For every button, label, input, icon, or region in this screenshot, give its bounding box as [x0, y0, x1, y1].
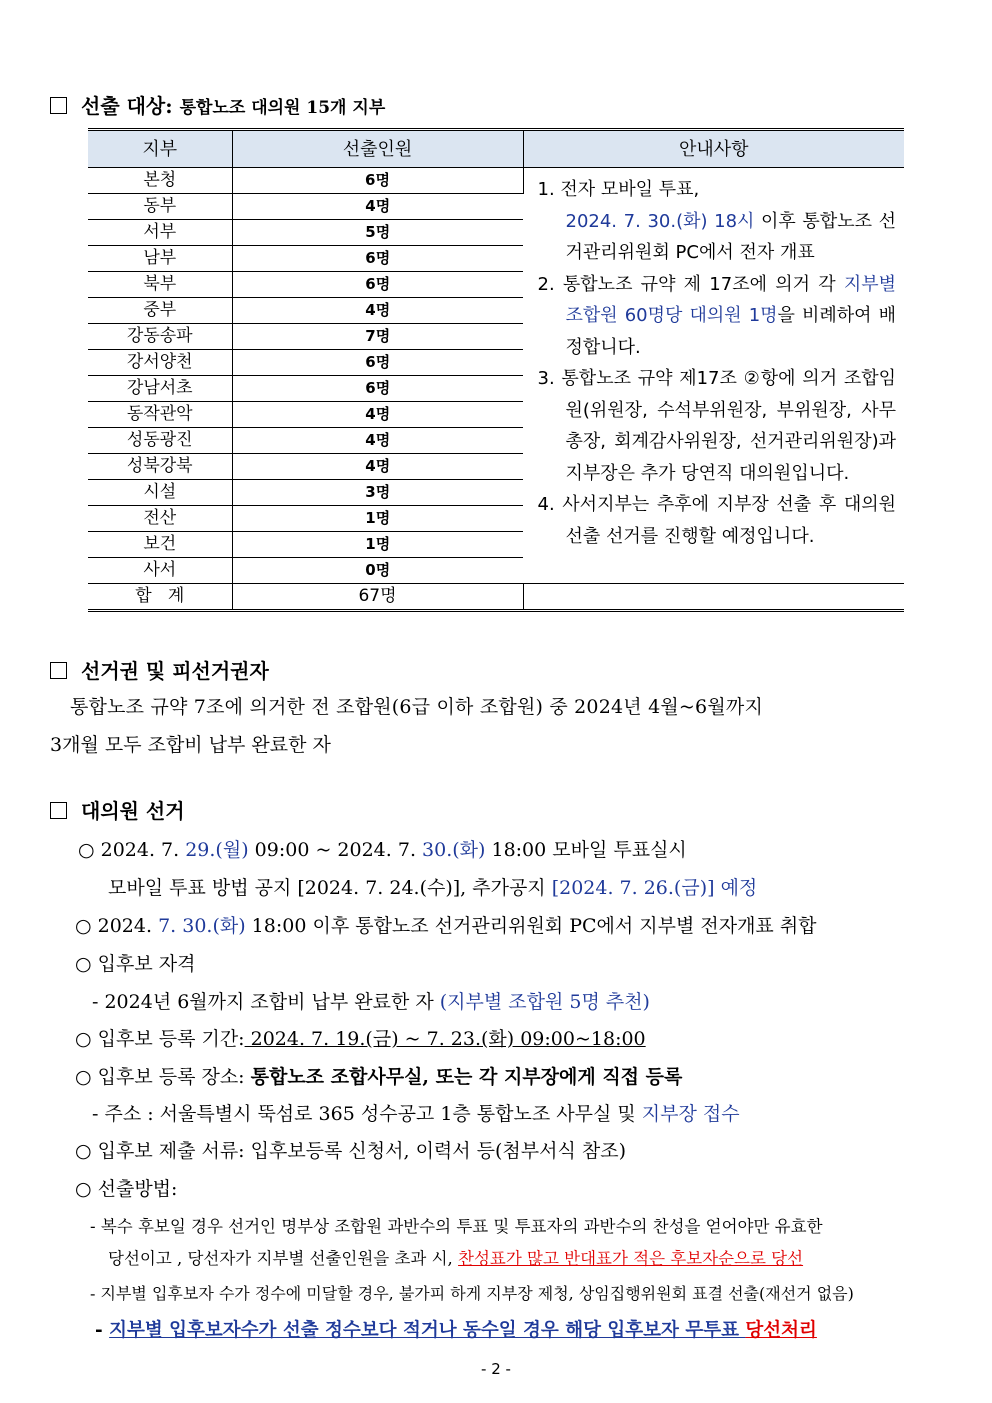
- method-shortfall: - 지부별 입후보자 수가 정수에 미달할 경우, 불가피 하게 지부장 제청, 상임집행위원회 표결 선출(재선거 없음): [90, 1284, 854, 1303]
- candidate-qualification-detail: - 2024년 6월까지 조합비 납부 완료한 자 (지부별 조합원 5명 추천): [92, 991, 650, 1013]
- section-delegate-election-title: 대의원 선거: [50, 795, 185, 824]
- section-selection-target-title: 선출 대상: 통합노조 대의원 15개 지부: [50, 90, 385, 119]
- table-row: 시설 3명: [88, 480, 904, 506]
- header-count: 선출인원: [232, 130, 523, 168]
- table-row: 전산 1명: [88, 506, 904, 532]
- bullet-required-documents: ○ 입후보 제출 서류: 입후보등록 신청서, 이력서 등(첨부서식 참조): [75, 1140, 627, 1162]
- eligibility-text-line1: 통합노조 규약 7조에 의거한 전 조합원(6급 이하 조합원) 중 2024년 4월~6월까지: [70, 696, 764, 718]
- header-branch: 지부: [88, 130, 232, 168]
- table-row: 남부 6명: [88, 246, 904, 272]
- table-row: 성동광진 4명: [88, 428, 904, 454]
- notes-cell: 1. 전자 모바일 투표, 2024. 7. 30.(화) 18시 이후 통합노조 선거관리위원회 PC에서 전자 개표 2. 통합노조 규약 제 17조에 의거 각 지부별 조합원 60명당 대의원 1명을 비례하여 배정합니다. 3. 통합노조 규약 제17조 ②항에 의거 조합임원(위원장, 수석부위원장, 부위원장, 사무총장, 회계감사위원장, 선거관리위원장)과 지부장은 추가 당연직 대의원입니다. 4. 사서지부는 추후에 지부장 선출 후 대의원 선출 선거를 진행할 예정입니다.: [523, 168, 904, 584]
- bullet-electronic-count: ○ 2024. 7. 30.(화) 18:00 이후 통합노조 선거관리위원회 PC에서 지부별 전자개표 취합: [75, 915, 817, 937]
- table-row: 동부 4명: [88, 194, 904, 220]
- checkbox-square-icon: [50, 662, 67, 679]
- registration-address: - 주소 : 서울특별시 뚝섬로 365 성수공고 1층 통합노조 사무실 및 지부장 접수: [92, 1103, 740, 1125]
- bullet-registration-place: ○ 입후보 등록 장소: 통합노조 조합사무실, 또는 각 지부장에게 직접 등록: [75, 1066, 683, 1088]
- method-uncontested: - 지부별 입후보자수가 선출 정수보다 적거나 동수일 경우 해당 입후보자 무투표 당선처리: [95, 1320, 817, 1341]
- method-majority-line1: - 복수 후보일 경우 선거인 명부상 조합원 과반수의 투표 및 투표자의 과반수의 찬성을 얻어야만 유효한: [90, 1217, 823, 1236]
- table-row: 사서 0명: [88, 558, 904, 584]
- total-row: 합 계 67명: [88, 584, 904, 611]
- bullet-mobile-vote-notice: 모바일 투표 방법 공지 [2024. 7. 24.(수)], 추가공지 [2024. 7. 26.(금)] 예정: [108, 877, 758, 899]
- table-row: 보건 1명: [88, 532, 904, 558]
- bullet-selection-method: ○ 선출방법:: [75, 1178, 178, 1200]
- table-row: 중부 4명: [88, 298, 904, 324]
- checkbox-square-icon: [50, 802, 67, 819]
- table-row: 강서양천 6명: [88, 350, 904, 376]
- checkbox-square-icon: [50, 97, 67, 114]
- table-row: 강남서초 6명: [88, 376, 904, 402]
- table-row: 본청 6명 1. 전자 모바일 투표, 2024. 7. 30.(화) 18시 이후 통합노조 선거관리위원회 PC에서 전자 개표 2. 통합노조 규약 제 17조에 의거 각 지부별 조합원 60명당 대의원 1명을 비례하여 배정합니다. 3. 통합노조 규약 제17조 ②항에 의거 조합임원(위원장, 수석부위원장, 부위원장, 사무총장, 회계감사위원장, 선거관리위원장)과 지부장은 추가 당연직 대의원입니다. 4. 사서지부는 추후에 지부장 선출 후 대의원 선출 선거를 진행할 예정입니다.: [88, 168, 904, 194]
- section-voter-eligibility-title: 선거권 및 피선거권자: [50, 655, 269, 684]
- eligibility-text-line2: 3개월 모두 조합비 납부 완료한 자: [50, 734, 331, 756]
- branch-quota-table: [88, 128, 904, 612]
- table-row: 북부 6명: [88, 272, 904, 298]
- table-row: 서부 5명: [88, 220, 904, 246]
- method-majority-line2: 당선이고 , 당선자가 지부별 선출인원을 초과 시, 찬성표가 많고 반대표가 적은 후보자순으로 당선: [108, 1249, 804, 1268]
- bullet-registration-period: ○ 입후보 등록 기간: 2024. 7. 19.(금) ~ 7. 23.(화) 09:00~18:00: [75, 1028, 646, 1050]
- bullet-candidate-qualification: ○ 입후보 자격: [75, 953, 196, 975]
- bullet-mobile-vote: ○ 2024. 7. 29.(월) 09:00 ~ 2024. 7. 30.(화) 18:00 모바일 투표실시: [78, 839, 687, 861]
- table-row: 성북강북 4명: [88, 454, 904, 480]
- table-row: 강동송파 7명: [88, 324, 904, 350]
- page-number: - 2 -: [481, 1360, 511, 1378]
- header-notes: 안내사항: [523, 130, 904, 168]
- table-row: 동작관악 4명: [88, 402, 904, 428]
